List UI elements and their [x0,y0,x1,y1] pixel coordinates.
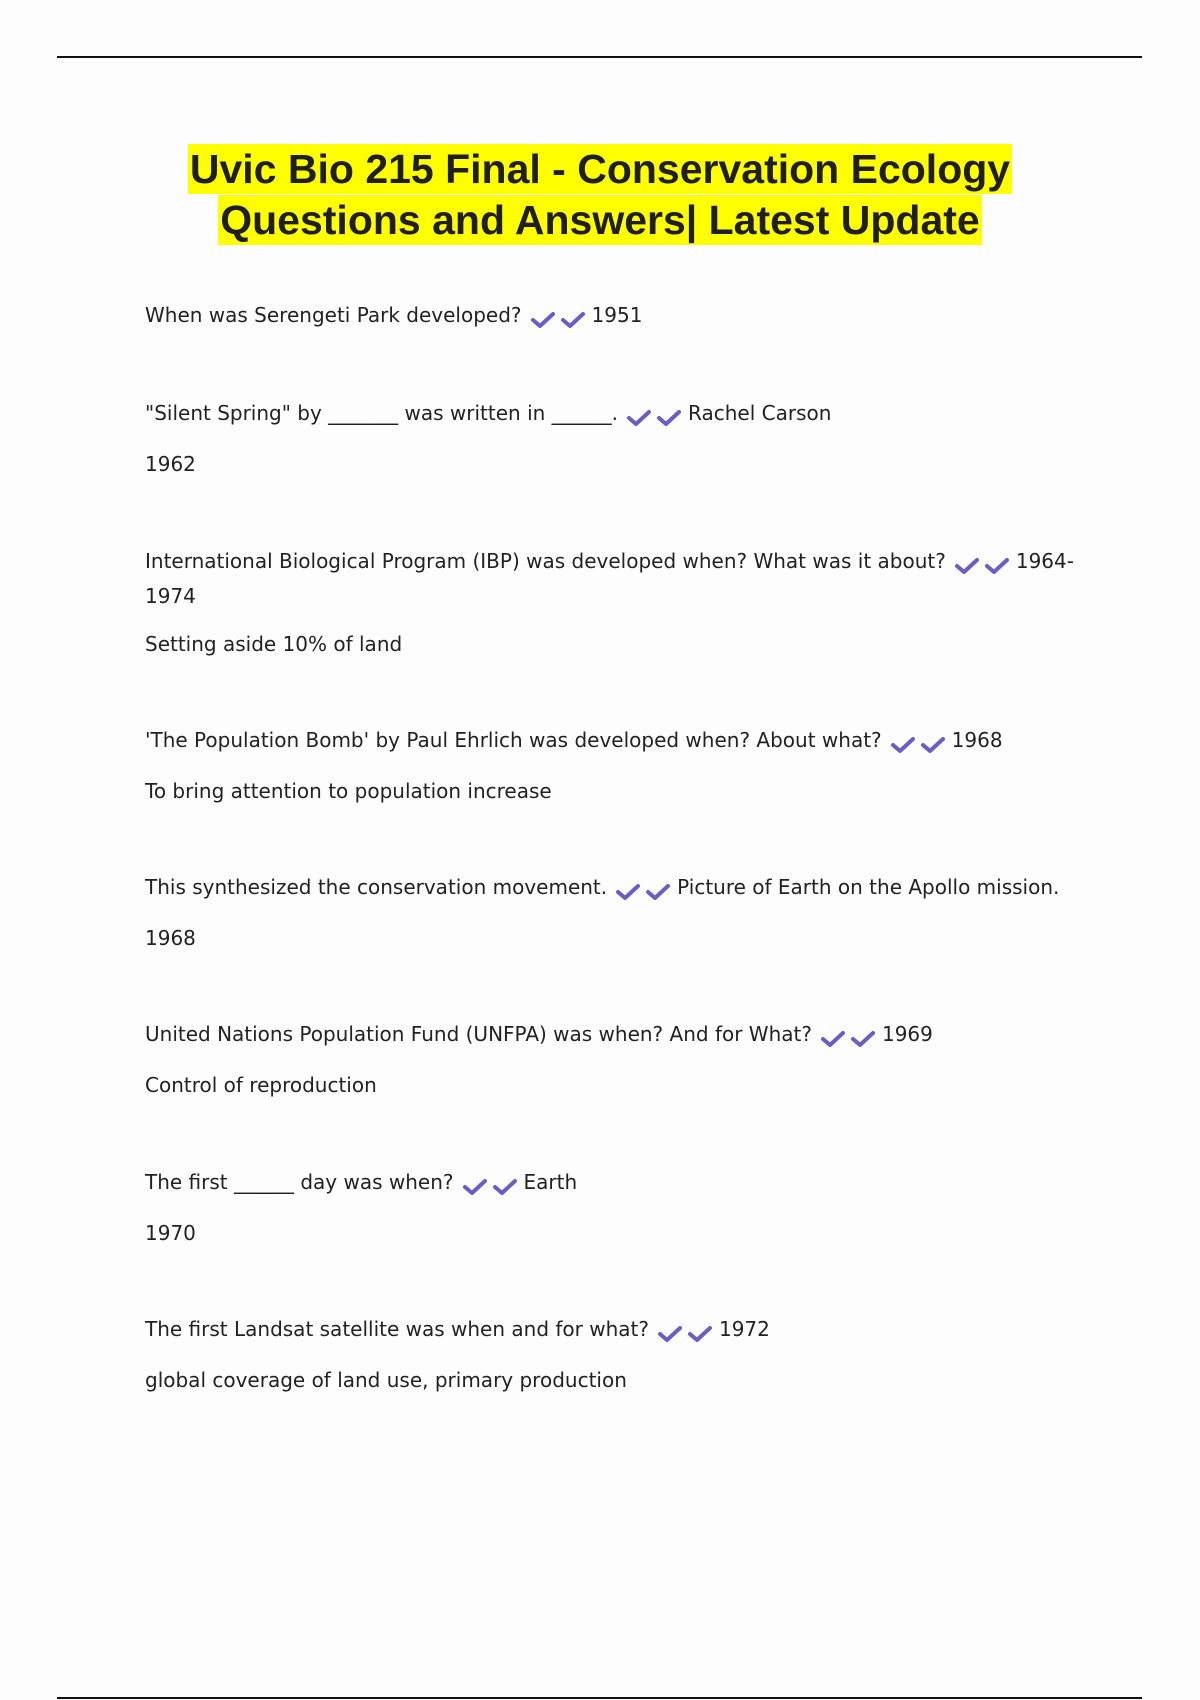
answer-text: 1951 [591,303,643,327]
qa-item-7 [145,1166,1065,1249]
double-check-icon [657,1316,717,1348]
check-icon [890,735,916,755]
double-check-icon [530,302,590,334]
answer-continuation: 1974 [145,584,196,608]
check-icon [920,735,946,755]
check-icon [820,1029,846,1049]
answer-extra: 1968 [145,926,196,950]
answer-extra: 1962 [145,452,196,476]
check-icon [954,556,980,576]
check-icon [984,556,1010,576]
title-line-1: Uvic Bio 215 Final - Conservation Ecology [189,146,1011,192]
answer-extra: global coverage of land use, primary production [145,1368,627,1392]
check-icon [656,408,682,428]
double-check-icon [626,400,686,432]
answer-text: Picture of Earth on the Apollo mission. [677,875,1060,899]
check-icon [626,408,652,428]
answer-text: 1964- [1015,549,1074,573]
question-text: The first ______ day was when? [145,1170,454,1194]
qa-item-1 [145,299,1065,334]
check-icon [462,1177,488,1197]
answer-text: 1969 [881,1022,933,1046]
question-text: 'The Population Bomb' by Paul Ehrlich was developed when? About what? [145,728,882,752]
answer-extra: Setting aside 10% of land [145,632,403,656]
footer-rule [57,1697,1142,1699]
qa-item-3 [145,545,1074,660]
check-icon [615,882,641,902]
double-check-icon [820,1021,880,1053]
qa-item-2 [145,397,1065,480]
answer-extra: 1970 [145,1221,196,1245]
answer-text: Earth [523,1170,578,1194]
qa-item-8 [145,1313,1065,1396]
double-check-icon [890,727,950,759]
question-text: International Biological Program (IBP) was developed when? What was it about? [145,549,946,573]
check-icon [645,882,671,902]
answer-extra: To bring attention to population increase [145,779,552,803]
qa-item-5 [145,871,1065,954]
answer-text: 1972 [718,1317,770,1341]
question-text: When was Serengeti Park developed? [145,303,522,327]
check-icon [492,1177,518,1197]
double-check-icon [462,1169,522,1201]
check-icon [560,310,586,330]
question-text: United Nations Population Fund (UNFPA) was when? And for What? [145,1022,812,1046]
qa-item-4 [145,724,1065,807]
question-text: This synthesized the conservation movement. [145,875,608,899]
question-text: The first Landsat satellite was when and for what? [145,1317,649,1341]
question-text: "Silent Spring" by _______ was written in ______. [145,401,619,425]
document-title [60,144,1140,246]
check-icon [657,1324,683,1344]
answer-text: Rachel Carson [688,401,832,425]
check-icon [850,1029,876,1049]
double-check-icon [954,548,1014,580]
qa-item-6 [145,1018,1065,1101]
title-line-2: Questions and Answers| Latest Update [220,197,980,243]
check-icon [687,1324,713,1344]
header-rule [57,56,1142,58]
answer-text: 1968 [951,728,1003,752]
double-check-icon [615,874,675,906]
answer-extra: Control of reproduction [145,1073,377,1097]
check-icon [530,310,556,330]
